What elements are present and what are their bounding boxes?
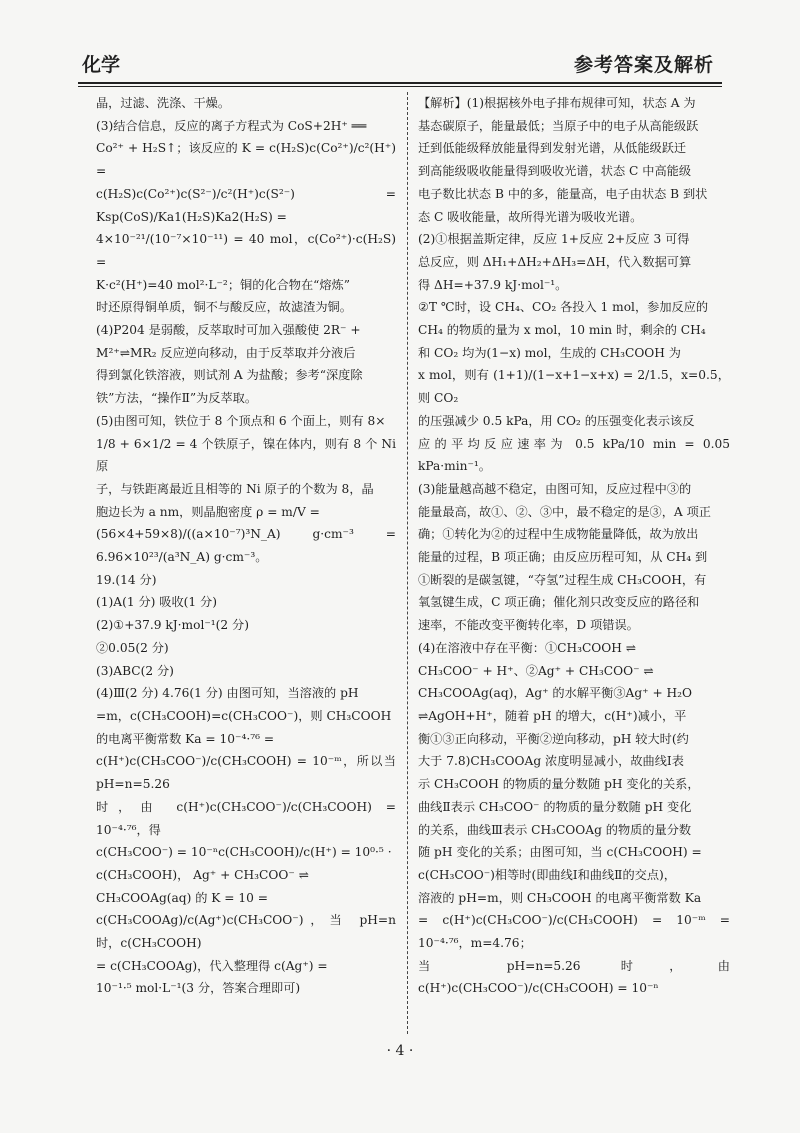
left-column-line: 晶，过滤、洗涤、干燥。 bbox=[96, 96, 231, 110]
left-column-line: 时还原得铜单质，铜不与酸反应，故滤渣为铜。 bbox=[96, 300, 352, 315]
right-column-line: 到高能级吸收能量得到吸收光谱，状态 C 中高能级 bbox=[418, 164, 692, 179]
right-column-line: ①断裂的是碳氢键，“夺氢”过程生成 CH₃COOH，有 bbox=[418, 572, 707, 587]
right-column-line: 应的平均反应速率为 0.5 kPa/10 min = 0.05 kPa·min⁻¹。 bbox=[418, 436, 730, 474]
right-column-line: 衡①③正向移动，平衡②逆向移动，pH 较大时(约 bbox=[418, 731, 689, 746]
right-column-line: 能量最高，故①、②、③中，最不稳定的是③，A 项正 bbox=[418, 504, 711, 519]
right-column-line: 速率，不能改变平衡转化率，D 项错误。 bbox=[418, 618, 639, 633]
right-column-line: 态 C 吸收能量，故所得光谱为吸收光谱。 bbox=[418, 209, 643, 224]
right-column-line: 示 CH₃COOH 的物质的量分数随 pH 变化的关系， bbox=[418, 777, 700, 792]
right-column-line: = c(H⁺)c(CH₃COO⁻)/c(CH₃COOH) = 10⁻ᵐ = 10⁻⁴·⁷⁶，m=4.76； bbox=[418, 913, 730, 951]
right-column-line: 电子数比状态 B 中的多，能量高，电子由状态 B 到状 bbox=[418, 186, 708, 201]
left-column-line: ②0.05(2 分) bbox=[96, 640, 169, 655]
left-column-line: c(CH₃COOAg)/c(Ag⁺)c(CH₃COO⁻)，当 pH=n 时，c(CH₃COOH) bbox=[96, 913, 396, 951]
left-column-line: M²⁺⇌MR₂ 反应逆向移动，由于反萃取并分液后 bbox=[96, 345, 356, 360]
left-column bbox=[96, 92, 396, 1000]
right-column-line: 溶液的 pH=m，则 CH₃COOH 的电离平衡常数 Ka bbox=[418, 890, 702, 905]
right-column-line: x mol，则有 (1+1)/(1−x+1−x+x) = 2/1.5，x=0.5，则 CO₂ bbox=[418, 368, 730, 406]
right-column-line: 确；①转化为②的过程中生成物能量降低，故为放出 bbox=[418, 527, 699, 542]
left-column-line: (1)A(1 分) 吸收(1 分) bbox=[96, 595, 217, 610]
right-column-line: CH₃COOAg(aq)，Ag⁺ 的水解平衡③Ag⁺ + H₂O bbox=[418, 686, 693, 701]
right-column-line: 的压强减少 0.5 kPa，用 CO₂ 的压强变化表示该反 bbox=[418, 413, 695, 428]
left-column-line: Co²⁺ + H₂S↑；该反应的 K = c(H₂S)c(Co²⁺)/c²(H⁺) = bbox=[96, 141, 396, 179]
left-column-line: K·c²(H⁺)=40 mol²·L⁻²；铜的化合物在“熔炼” bbox=[96, 277, 350, 292]
right-column-line: 总反应，则 ΔH₁+ΔH₂+ΔH₃=ΔH，代入数据可算 bbox=[418, 254, 692, 269]
left-column-line: 得到氯化铁溶液，则试剂 A 为盐酸；参考“深度除 bbox=[96, 368, 363, 383]
right-column-line: (4)在溶液中存在平衡：①CH₃COOH ⇌ bbox=[418, 640, 637, 655]
header-section-title: 参考答案及解析 bbox=[573, 54, 714, 76]
right-column-line: 得 ΔH=+37.9 kJ·mol⁻¹。 bbox=[418, 277, 568, 292]
right-column-line: 的关系，曲线Ⅲ表示 CH₃COOAg 的物质的量分数 bbox=[418, 822, 692, 837]
left-column-line: (4)P204 是弱酸，反萃取时可加入强酸使 2R⁻ + bbox=[96, 323, 361, 338]
left-column-line: =m，c(CH₃COOH)=c(CH₃COO⁻)，则 CH₃COOH bbox=[96, 708, 392, 723]
left-column-line: = c(CH₃COOAg)，代入整理得 c(Ag⁺) = bbox=[96, 958, 328, 973]
left-column-line: 10⁻¹·⁵ mol·L⁻¹(3 分，答案合理即可) bbox=[96, 981, 301, 996]
right-column-line: 基态碳原子，能量最低；当原子中的电子从高能级跃 bbox=[418, 118, 699, 133]
right-column-line: (3)能量越高越不稳定，由图可知，反应过程中③的 bbox=[418, 481, 692, 496]
column-divider bbox=[407, 92, 408, 1034]
header-subject: 化学 bbox=[82, 54, 121, 76]
page-number: · 4 · bbox=[386, 1043, 414, 1059]
right-column-line: ⇌AgOH+H⁺，随着 pH 的增大，c(H⁺)减小，平 bbox=[418, 708, 687, 723]
right-column-line: c(CH₃COO⁻)相等时(即曲线Ⅰ和曲线Ⅱ的交点)， bbox=[418, 867, 676, 882]
right-column-line: 氧氢键生成，C 项正确；催化剂只改变反应的路径和 bbox=[418, 595, 700, 610]
left-column-line: (3)结合信息，反应的离子方程式为 CoS+2H⁺ ══ bbox=[96, 118, 367, 133]
right-column-line: ②T ℃时，设 CH₄、CO₂ 各投入 1 mol，参加反应的 bbox=[418, 300, 709, 315]
left-column-line: c(CH₃COOH)， Ag⁺ + CH₃COO⁻ ⇌ bbox=[96, 867, 309, 882]
right-column-line: CH₃COO⁻ + H⁺、②Ag⁺ + CH₃COO⁻ ⇌ bbox=[418, 663, 654, 678]
right-column-line: 和 CO₂ 均为(1−x) mol，生成的 CH₃COOH 为 bbox=[418, 345, 681, 360]
right-column-line: 随 pH 变化的关系；由图可知，当 c(CH₃COOH) = bbox=[418, 845, 702, 860]
left-column-line: 4×10⁻²¹/(10⁻⁷×10⁻¹¹) = 40 mol，c(Co²⁺)·c(H₂S) = bbox=[96, 232, 396, 269]
header-rule-thin bbox=[78, 86, 722, 87]
left-column-line: CH₃COOAg(aq) 的 K = 10 = bbox=[96, 890, 268, 905]
header-rule bbox=[78, 82, 722, 84]
left-column-line: 时，由 c(H⁺)c(CH₃COO⁻)/c(CH₃COOH) = 10⁻⁴·⁷⁶，得 bbox=[96, 799, 396, 837]
left-column-line: (5)由图可知，铁位于 8 个顶点和 6 个面上，则有 8× bbox=[96, 413, 386, 428]
right-column-line: 迁到低能级释放能量得到发射光谱，从低能级跃迁 bbox=[418, 141, 687, 156]
right-column-line: CH₄ 的物质的量为 x mol，10 min 时，剩余的 CH₄ bbox=[418, 323, 706, 338]
right-column-line: 【解析】(1)根据核外电子排布规律可知，状态 A 为 bbox=[418, 96, 696, 110]
left-column-line: 铁”方法，“操作Ⅱ”为反萃取。 bbox=[96, 391, 258, 406]
right-column bbox=[418, 92, 730, 1000]
left-column-line: 19.(14 分) bbox=[96, 572, 157, 587]
left-column-line: 1/8 + 6×1/2 = 4 个铁原子，镍在体内，则有 8 个 Ni 原 bbox=[96, 436, 396, 474]
left-column-line: c(H₂S)c(Co²⁺)c(S²⁻)/c²(H⁺)c(S²⁻) = Ksp(CoS)/Ka1(H₂S)Ka2(H₂S) = bbox=[96, 186, 396, 224]
left-column-line: 的电离平衡常数 Ka = 10⁻⁴·⁷⁶ = bbox=[96, 731, 275, 746]
left-column-line: (3)ABC(2 分) bbox=[96, 663, 174, 678]
right-column-line: (2)①根据盖斯定律，反应 1+反应 2+反应 3 可得 bbox=[418, 232, 690, 247]
right-column-line: 大于 7.8)CH₃COOAg 浓度明显减小，故曲线Ⅰ表 bbox=[418, 754, 684, 769]
right-column-line: 能量的过程，B 项正确；由反应历程可知，从 CH₄ 到 bbox=[418, 550, 708, 565]
left-column-line: (4)Ⅲ(2 分) 4.76(1 分) 由图可知，当溶液的 pH bbox=[96, 686, 359, 701]
right-column-line: 曲线Ⅱ表示 CH₃COO⁻ 的物质的量分数随 pH 变化 bbox=[418, 799, 692, 814]
left-column-line: (56×4+59×8)/((a×10⁻⁷)³N_A) g·cm⁻³ = 6.96×10²³/(a³N_A) g·cm⁻³。 bbox=[96, 527, 396, 565]
left-column-line: 子，与铁距离最近且相等的 Ni 原子的个数为 8，晶 bbox=[96, 481, 374, 496]
left-column-line: c(H⁺)c(CH₃COO⁻)/c(CH₃COOH) = 10⁻ᵐ，所以当 pH=n=5.26 bbox=[96, 754, 396, 792]
right-column-line: 当 pH=n=5.26 时，由 c(H⁺)c(CH₃COO⁻)/c(CH₃COOH) = 10⁻ⁿ bbox=[418, 958, 730, 996]
left-column-line: (2)①+37.9 kJ·mol⁻¹(2 分) bbox=[96, 618, 249, 633]
left-column-line: c(CH₃COO⁻) = 10⁻ⁿc(CH₃COOH)/c(H⁺) = 10⁰·⁵ · bbox=[96, 845, 392, 860]
left-column-line: 胞边长为 a nm，则晶胞密度 ρ = m/V = bbox=[96, 504, 320, 519]
